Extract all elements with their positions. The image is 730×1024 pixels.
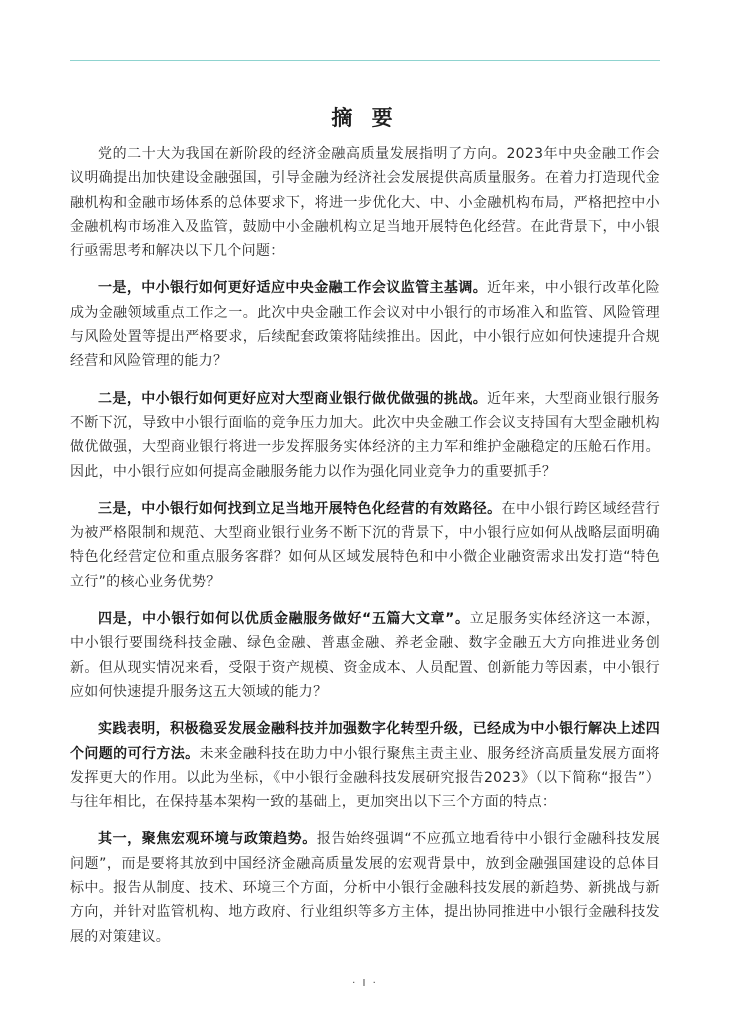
paragraph-lead: 实践表明，积极稳妥发展金融科技并加强数字化转型升级，已经成为中小银行解决上述四个问题的可行方法。	[70, 721, 660, 762]
paragraph-text: 在中小银行跨区域经营行为被严格限制和规范、大型商业银行业务不断下沉的背景下，中小银行应如何从战略层面明确特色化经营定位和重点服务客群？如何从区域发展特色和中小微企业融资需求出发打造“特色立行”的核心业务优势？	[70, 500, 660, 590]
paragraph-lead: 其一，聚焦宏观环境与政策趋势。	[98, 831, 317, 848]
paragraph-lead: 三是，中小银行如何找到立足当地开展特色化经营的有效路径。	[98, 500, 502, 517]
paragraph-question-3	[70, 497, 660, 594]
paragraph-text: 党的二十大为我国在新阶段的经济金融高质量发展指明了方向。2023年中央金融工作会议明确提出加快建设金融强国，引导金融为经济社会发展提供高质量服务。在着力打造现代金融机构和金融市场体系的总体要求下，将进一步优化大、中、小金融机构布局，严格把控中小金融机构市场准入及监管，鼓励中小金融机构立足当地开展特色化经营。在此背景下，中小银行亟需思考和解决以下几个问题：	[70, 146, 660, 260]
paragraph-question-1	[70, 276, 660, 373]
paragraph-intro	[70, 142, 660, 263]
paragraph-feature-1	[70, 827, 660, 948]
paragraph-lead: 一是，中小银行如何更好适应中央金融工作会议监管主基调。	[98, 280, 488, 297]
abstract-body	[70, 142, 660, 962]
paragraph-text: 报告始终强调“不应孤立地看待中小银行金融科技发展问题”，而是要将其放到中国经济金融高质量发展的宏观背景中，放到金融强国建设的总体目标中。报告从制度、技术、环境三个方面，分析中小银行金融科技发展的新趋势、新挑战与新方向，并针对监管机构、地方政府、行业组织等多方主体，提出协同推进中小银行金融科技发展的对策建议。	[70, 831, 660, 945]
page-number: · I ·	[352, 978, 378, 989]
paragraph-text: 近年来，中小银行改革化险成为金融领域重点工作之一。此次中央金融工作会议对中小银行的市场准入和监管、风险管理与风险处置等提出严格要求，后续配套政策将陆续推出。因此，中小银行应如何快速提升合规经营和风险管理的能力？	[70, 280, 660, 370]
paragraph-practice	[70, 717, 660, 814]
paragraph-text: 未来金融科技在助力中小银行聚焦主责主业、服务经济高质量发展方面将发挥更大的作用。以此为坐标，《中小银行金融科技发展研究报告2023》（以下简称“报告”）与往年相比，在保持基本架构一致的基础上，更加突出以下三个方面的特点：	[70, 745, 660, 811]
page-title: 摘 要	[331, 106, 399, 131]
paragraph-question-2	[70, 387, 660, 484]
paragraph-lead: 二是，中小银行如何更好应对大型商业银行做优做强的挑战。	[98, 390, 488, 407]
paragraph-lead: 四是，中小银行如何以优质金融服务做好“五篇大文章”。	[98, 611, 470, 628]
paragraph-text: 立足服务实体经济这一本源，中小银行要围绕科技金融、绿色金融、普惠金融、养老金融、数字金融五大方向推进业务创新。但从现实情况来看，受限于资产规模、资金成本、人员配置、创新能力等因素，中小银行应如何快速提升服务这五大领域的能力？	[70, 611, 661, 700]
paragraph-question-4	[70, 607, 660, 704]
paragraph-text: 近年来，大型商业银行服务不断下沉，导致中小银行面临的竞争压力加大。此次中央金融工作会议支持国有大型金融机构做优做强，大型商业银行将进一步发挥服务实体经济的主力军和维护金融稳定的压舱石作用。因此，中小银行应如何提高金融服务能力以作为强化同业竞争力的重要抓手？	[70, 390, 660, 480]
header-rule	[70, 60, 660, 61]
